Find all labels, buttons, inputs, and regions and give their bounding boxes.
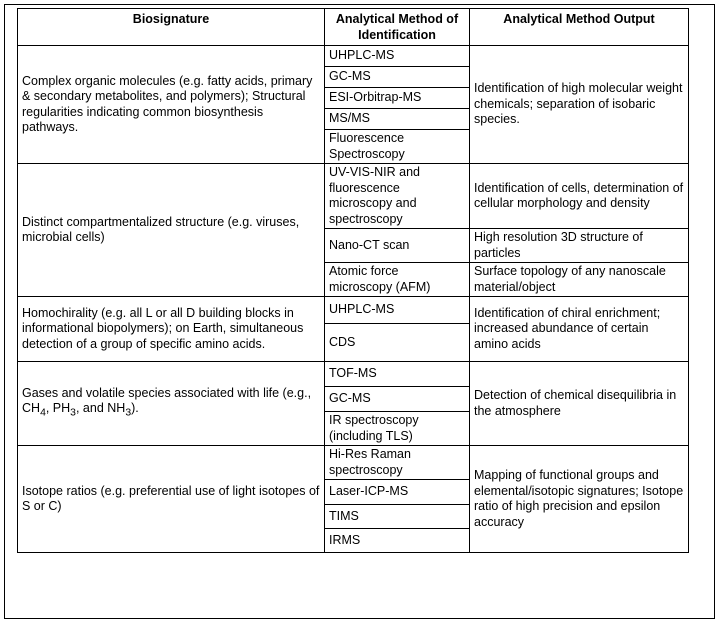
method-cell: Atomic force microscopy (AFM) — [325, 263, 470, 297]
subscript: 3 — [70, 407, 76, 419]
output-cell: Detection of chemical disequilibria in the atmosphere — [470, 362, 689, 446]
method-cell: ESI-Orbitrap-MS — [325, 88, 470, 109]
header-method: Analytical Method of Identification — [325, 9, 470, 46]
output-cell: Identification of chiral enrichment; increased abundance of certain amino acids — [470, 297, 689, 362]
header-output: Analytical Method Output — [470, 9, 689, 46]
biosignature-text: ). — [131, 401, 139, 416]
method-cell: Nano-CT scan — [325, 229, 470, 263]
method-cell: UHPLC-MS — [325, 46, 470, 67]
output-cell: Mapping of functional groups and elemental/isotopic signatures; Isotope ratio of high precision and epsilon accuracy — [470, 446, 689, 553]
method-cell: GC-MS — [325, 67, 470, 88]
method-cell: Fluorescence Spectroscopy — [325, 130, 470, 164]
output-cell: High resolution 3D structure of particles — [470, 229, 689, 263]
header-biosignature: Biosignature — [18, 9, 325, 46]
method-cell: IRMS — [325, 529, 470, 553]
biosignature-text: , PH — [45, 401, 71, 416]
method-cell: UHPLC-MS — [325, 297, 470, 324]
table-row — [18, 362, 689, 387]
method-cell: TOF-MS — [325, 362, 470, 387]
method-cell: MS/MS — [325, 109, 470, 130]
table-row — [18, 297, 689, 324]
method-cell: Laser-ICP-MS — [325, 480, 470, 505]
biosignature-cell: Isotope ratios (e.g. preferential use of light isotopes of S or C) — [18, 446, 325, 553]
subscript: 4 — [40, 407, 46, 419]
table-row — [18, 164, 689, 229]
method-cell: TIMS — [325, 505, 470, 529]
biosignature-cell: Complex organic molecules (e.g. fatty acids, primary & secondary metabolites, and polymers); Structural regularities indicating common biosynthesis pathways. — [18, 46, 325, 164]
subscript: 3 — [125, 407, 132, 419]
method-cell: GC-MS — [325, 387, 470, 412]
biosignature-cell: Distinct compartmentalized structure (e.g. viruses, microbial cells) — [18, 164, 325, 297]
output-cell: Identification of high molecular weight chemicals; separation of isobaric species. — [470, 46, 689, 164]
header-row — [18, 9, 689, 46]
biosignature-cell — [18, 362, 325, 446]
output-cell: Surface topology of any nanoscale material/object — [470, 263, 689, 297]
table-row — [18, 46, 689, 67]
method-cell: Hi-Res Raman spectroscopy — [325, 446, 470, 480]
method-cell: IR spectroscopy (including TLS) — [325, 412, 470, 446]
biosignature-text: Gases and volatile species associated with life (e.g., CH — [22, 385, 312, 416]
table-row — [18, 446, 689, 480]
biosignature-table — [17, 8, 689, 553]
method-cell: UV-VIS-NIR and fluorescence microscopy and spectroscopy — [325, 164, 470, 229]
output-cell: Identification of cells, determination of cellular morphology and density — [470, 164, 689, 229]
method-cell: CDS — [325, 324, 470, 362]
biosignature-text: , and NH — [75, 401, 126, 416]
biosignature-cell: Homochirality (e.g. all L or all D building blocks in informational biopolymers); on Earth, simultaneous detection of a group of specific amino acids. — [18, 297, 325, 362]
